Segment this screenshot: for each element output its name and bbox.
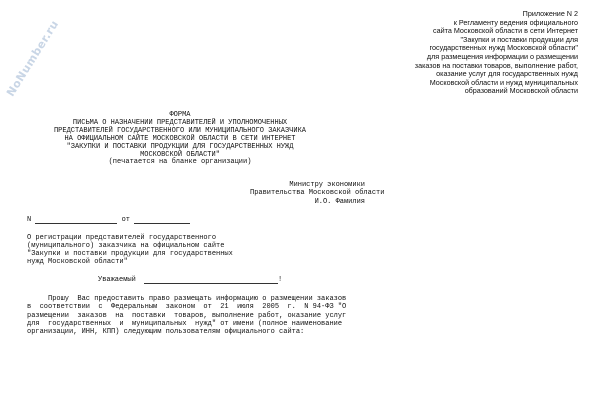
letter-body [27,295,367,336]
watermark-text: NoNumber.ru [4,17,62,99]
form-title-line: НА ОФИЦИАЛЬНОМ САЙТЕ МОСКОВСКОЙ ОБЛАСТИ В СЕТИ ИНТЕРНЕТ [64,134,296,143]
greeting-label: Уважаемый [98,276,136,284]
form-title-note: (печатается на бланке организации) [108,158,252,167]
appendix-line: образований Московской области [464,86,578,96]
appendix-line: заказов на поставки товаров, выполнение работ, [414,60,578,70]
number-blank [35,216,117,224]
form-title-line: МОСКОВСКОЙ ОБЛАСТИ" [140,150,220,159]
body-line: размещении заказов на поставки товаров, выполнение работ, оказание услуг [27,311,347,320]
appendix-line: Приложение N 2 [522,9,578,18]
form-title-line: ПИСЬМА О НАЗНАЧЕНИИ ПРЕДСТАВИТЕЛЕЙ И УПОЛНОМОЧЕННЫХ [72,118,288,127]
greeting-suffix: ! [278,276,283,284]
appendix-note [388,10,578,96]
document-number-line [27,216,190,224]
appendix-line: Московской области и нужд муниципальных [429,77,578,87]
date-blank [134,216,190,224]
addressee-line: Министру экономики [289,181,365,189]
appendix-line: к Регламенту ведения официального [453,17,578,27]
appendix-line: государственных нужд Московской области" [429,43,578,53]
form-title-line: ПРЕДСТАВИТЕЛЕЙ ГОСУДАРСТВЕННОГО ИЛИ МУНИЦИПАЛЬНОГО ЗАКАЗЧИКА [53,126,307,135]
appendix-line: оказание услуг для государственных нужд [436,69,578,79]
body-line: Прошу Вас предоставить право размещать информацию о размещении заказов [27,295,347,303]
date-label: от [121,216,131,224]
number-label: N [27,216,32,224]
appendix-line: "Закупки и поставки продукции для [460,34,578,44]
body-line: организации, ИНН, КПП) следующим пользователям официального сайта: [27,328,305,337]
appendix-line: для размещения информации о размещении [426,51,578,61]
subject-line: "Закупки и поставки продукции для государственных [27,250,233,259]
addressee-line: И.О. Фамилия [314,197,365,206]
appendix-line: сайта Московской области в сети Интернет [433,26,578,36]
subject-line: (муниципального) заказчика на официальном сайте [27,242,225,251]
body-line: в соответствии с Федеральным законом от 21 июля 2005 г. N 94-ФЗ "О [27,303,347,312]
addressee-line: Правительства Московской области [250,189,385,198]
subject-line: нужд Московской области" [27,258,128,267]
body-line: для государственных и муниципальных нужд" от имени (полное наименование [27,319,343,328]
greeting-line [98,276,282,284]
subject-line: О регистрации представителей государственного [27,234,217,242]
form-title: ФОРМА [169,111,191,119]
name-blank [144,276,278,284]
addressee-block [250,181,385,206]
form-title-line: "ЗАКУПКИ И ПОСТАВКИ ПРОДУКЦИИ ДЛЯ ГОСУДАРСТВЕННЫХ НУЖД [66,142,294,151]
form-title-block [50,112,310,167]
subject-block [27,234,233,266]
